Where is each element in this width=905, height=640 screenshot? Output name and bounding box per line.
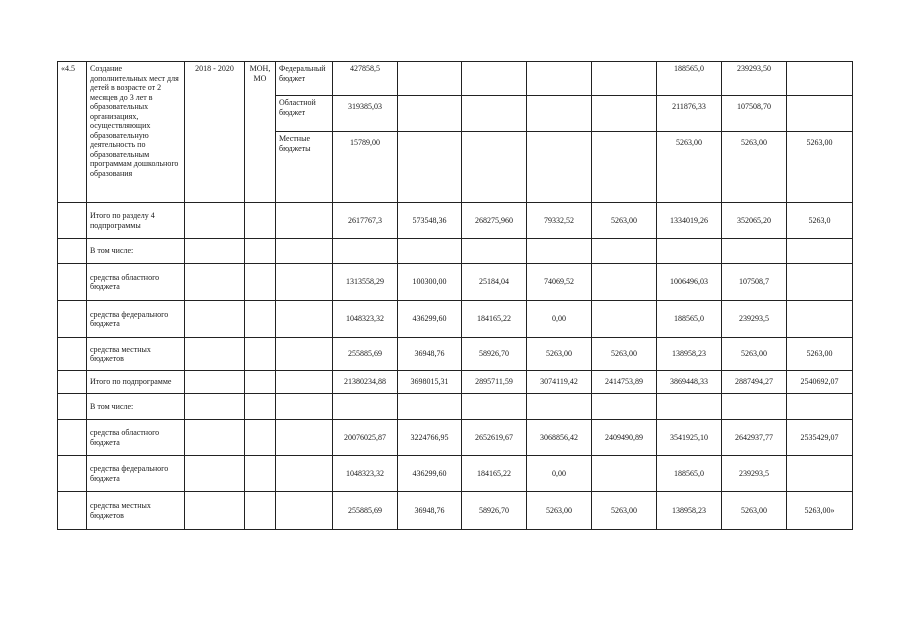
funding-source: Федеральный бюджет	[276, 62, 333, 96]
blank-cell	[276, 301, 333, 338]
value-cell: 255885,69	[333, 338, 398, 371]
value-cell: 319385,03	[333, 96, 398, 132]
value-cell: 1334019,26	[657, 203, 722, 239]
value-cell	[333, 394, 398, 420]
blank-cell	[185, 371, 245, 394]
value-cell	[592, 62, 657, 96]
summary-row	[58, 239, 853, 264]
value-cell	[592, 456, 657, 492]
value-cell: 573548,36	[398, 203, 462, 239]
blank-cell	[245, 239, 276, 264]
value-cell: 255885,69	[333, 492, 398, 530]
summary-row	[58, 301, 853, 338]
value-cell: 138958,23	[657, 338, 722, 371]
value-cell: 2414753,89	[592, 371, 657, 394]
value-cell: 5263,00»	[787, 492, 853, 530]
value-cell: 2642937,77	[722, 420, 787, 456]
section-number: «4.5	[58, 62, 87, 203]
value-cell	[787, 96, 853, 132]
value-cell: 2409490,89	[592, 420, 657, 456]
summary-label: средства местных бюджетов	[87, 492, 185, 530]
value-cell: 2617767,3	[333, 203, 398, 239]
value-cell	[462, 62, 527, 96]
value-cell: 2895711,59	[462, 371, 527, 394]
value-cell: 436299,60	[398, 301, 462, 338]
value-cell: 188565,0	[657, 301, 722, 338]
value-cell	[722, 239, 787, 264]
value-cell: 5263,00	[722, 492, 787, 530]
blank-cell	[58, 203, 87, 239]
value-cell	[398, 394, 462, 420]
value-cell: 79332,52	[527, 203, 592, 239]
value-cell	[592, 301, 657, 338]
value-cell: 1048323,32	[333, 301, 398, 338]
value-cell: 184165,22	[462, 301, 527, 338]
value-cell: 5263,00	[592, 338, 657, 371]
value-cell: 58926,70	[462, 338, 527, 371]
blank-cell	[58, 394, 87, 420]
summary-label: В том числе:	[87, 239, 185, 264]
blank-cell	[276, 203, 333, 239]
summary-label: Итого по подпрограмме	[87, 371, 185, 394]
blank-cell	[58, 371, 87, 394]
summary-row	[58, 338, 853, 371]
value-cell	[527, 394, 592, 420]
value-cell: 36948,76	[398, 338, 462, 371]
value-cell	[592, 132, 657, 203]
value-cell: 15789,00	[333, 132, 398, 203]
value-cell: 5263,00	[787, 338, 853, 371]
value-cell: 3224766,95	[398, 420, 462, 456]
value-cell	[592, 394, 657, 420]
blank-cell	[58, 456, 87, 492]
summary-label: средства федерального бюджета	[87, 456, 185, 492]
value-cell: 188565,0	[657, 62, 722, 96]
blank-cell	[276, 264, 333, 301]
value-cell: 58926,70	[462, 492, 527, 530]
section-title: Создание дополнительных мест для детей в возрасте от 2 месяцев до 3 лет в образовательных организациях, осуществляющих образовательную деятельность по образовательным программам дошкольного образования	[87, 62, 185, 203]
value-cell: 352065,20	[722, 203, 787, 239]
value-cell: 107508,7	[722, 264, 787, 301]
value-cell: 5263,00	[657, 132, 722, 203]
blank-cell	[245, 338, 276, 371]
value-cell	[333, 239, 398, 264]
value-cell	[787, 239, 853, 264]
value-cell: 0,00	[527, 301, 592, 338]
value-cell	[398, 132, 462, 203]
summary-row	[58, 456, 853, 492]
value-cell: 211876,33	[657, 96, 722, 132]
value-cell	[592, 239, 657, 264]
value-cell: 184165,22	[462, 456, 527, 492]
blank-cell	[245, 456, 276, 492]
summary-row	[58, 420, 853, 456]
blank-cell	[185, 420, 245, 456]
value-cell	[787, 62, 853, 96]
value-cell: 3068856,42	[527, 420, 592, 456]
value-cell: 5263,00	[722, 132, 787, 203]
value-cell	[592, 264, 657, 301]
blank-cell	[245, 264, 276, 301]
value-cell	[527, 132, 592, 203]
value-cell	[462, 394, 527, 420]
value-cell: 36948,76	[398, 492, 462, 530]
value-cell: 239293,5	[722, 301, 787, 338]
blank-cell	[245, 492, 276, 530]
blank-cell	[276, 394, 333, 420]
value-cell	[527, 62, 592, 96]
value-cell	[462, 239, 527, 264]
value-cell: 3869448,33	[657, 371, 722, 394]
value-cell: 100300,00	[398, 264, 462, 301]
blank-cell	[276, 371, 333, 394]
blank-cell	[58, 301, 87, 338]
value-cell: 1048323,32	[333, 456, 398, 492]
blank-cell	[276, 456, 333, 492]
value-cell	[657, 394, 722, 420]
blank-cell	[185, 301, 245, 338]
summary-row	[58, 264, 853, 301]
blank-cell	[58, 239, 87, 264]
blank-cell	[58, 264, 87, 301]
budget-table	[57, 61, 853, 530]
blank-cell	[185, 264, 245, 301]
value-cell	[398, 62, 462, 96]
value-cell: 1313558,29	[333, 264, 398, 301]
section-period: 2018 - 2020	[185, 62, 245, 203]
value-cell: 74069,52	[527, 264, 592, 301]
blank-cell	[185, 203, 245, 239]
blank-cell	[276, 239, 333, 264]
blank-cell	[245, 301, 276, 338]
value-cell: 2652619,67	[462, 420, 527, 456]
value-cell	[398, 239, 462, 264]
blank-cell	[58, 492, 87, 530]
value-cell: 5263,00	[527, 338, 592, 371]
value-cell	[462, 96, 527, 132]
value-cell: 5263,00	[722, 338, 787, 371]
blank-cell	[276, 338, 333, 371]
value-cell: 3541925,10	[657, 420, 722, 456]
value-cell: 2535429,07	[787, 420, 853, 456]
blank-cell	[245, 394, 276, 420]
blank-cell	[185, 239, 245, 264]
value-cell: 5263,0	[787, 203, 853, 239]
value-cell: 2540692,07	[787, 371, 853, 394]
value-cell: 138958,23	[657, 492, 722, 530]
value-cell: 20076025,87	[333, 420, 398, 456]
value-cell: 0,00	[527, 456, 592, 492]
value-cell: 2887494,27	[722, 371, 787, 394]
value-cell	[787, 301, 853, 338]
value-cell	[527, 96, 592, 132]
value-cell: 268275,960	[462, 203, 527, 239]
blank-cell	[185, 456, 245, 492]
value-cell	[722, 394, 787, 420]
table-body	[58, 62, 853, 530]
blank-cell	[185, 394, 245, 420]
summary-row	[58, 492, 853, 530]
value-cell: 5263,00	[592, 492, 657, 530]
blank-cell	[58, 420, 87, 456]
value-cell: 239293,50	[722, 62, 787, 96]
value-cell: 3074119,42	[527, 371, 592, 394]
value-cell: 188565,0	[657, 456, 722, 492]
summary-row	[58, 203, 853, 239]
value-cell: 21380234,88	[333, 371, 398, 394]
summary-label: средства областного бюджета	[87, 420, 185, 456]
value-cell	[592, 96, 657, 132]
summary-label: средства федерального бюджета	[87, 301, 185, 338]
value-cell: 239293,5	[722, 456, 787, 492]
value-cell	[527, 239, 592, 264]
blank-cell	[245, 371, 276, 394]
blank-cell	[276, 492, 333, 530]
summary-label: средства областного бюджета	[87, 264, 185, 301]
value-cell: 107508,70	[722, 96, 787, 132]
funding-source: Местные бюджеты	[276, 132, 333, 203]
value-cell: 5263,00	[527, 492, 592, 530]
value-cell	[787, 456, 853, 492]
section-row	[58, 62, 853, 96]
value-cell: 5263,00	[592, 203, 657, 239]
value-cell: 3698015,31	[398, 371, 462, 394]
value-cell: 427858,5	[333, 62, 398, 96]
blank-cell	[245, 203, 276, 239]
blank-cell	[245, 420, 276, 456]
blank-cell	[185, 492, 245, 530]
summary-label: средства местных бюджетов	[87, 338, 185, 371]
blank-cell	[58, 338, 87, 371]
value-cell: 1006496,03	[657, 264, 722, 301]
value-cell: 436299,60	[398, 456, 462, 492]
summary-row	[58, 394, 853, 420]
blank-cell	[276, 420, 333, 456]
value-cell: 25184,04	[462, 264, 527, 301]
section-executor: МОН, МО	[245, 62, 276, 203]
summary-row	[58, 371, 853, 394]
funding-source: Областной бюджет	[276, 96, 333, 132]
value-cell	[657, 239, 722, 264]
value-cell	[398, 96, 462, 132]
value-cell: 5263,00	[787, 132, 853, 203]
value-cell	[462, 132, 527, 203]
summary-label: В том числе:	[87, 394, 185, 420]
blank-cell	[185, 338, 245, 371]
value-cell	[787, 264, 853, 301]
value-cell	[787, 394, 853, 420]
summary-label: Итого по разделу 4 подпрограммы	[87, 203, 185, 239]
